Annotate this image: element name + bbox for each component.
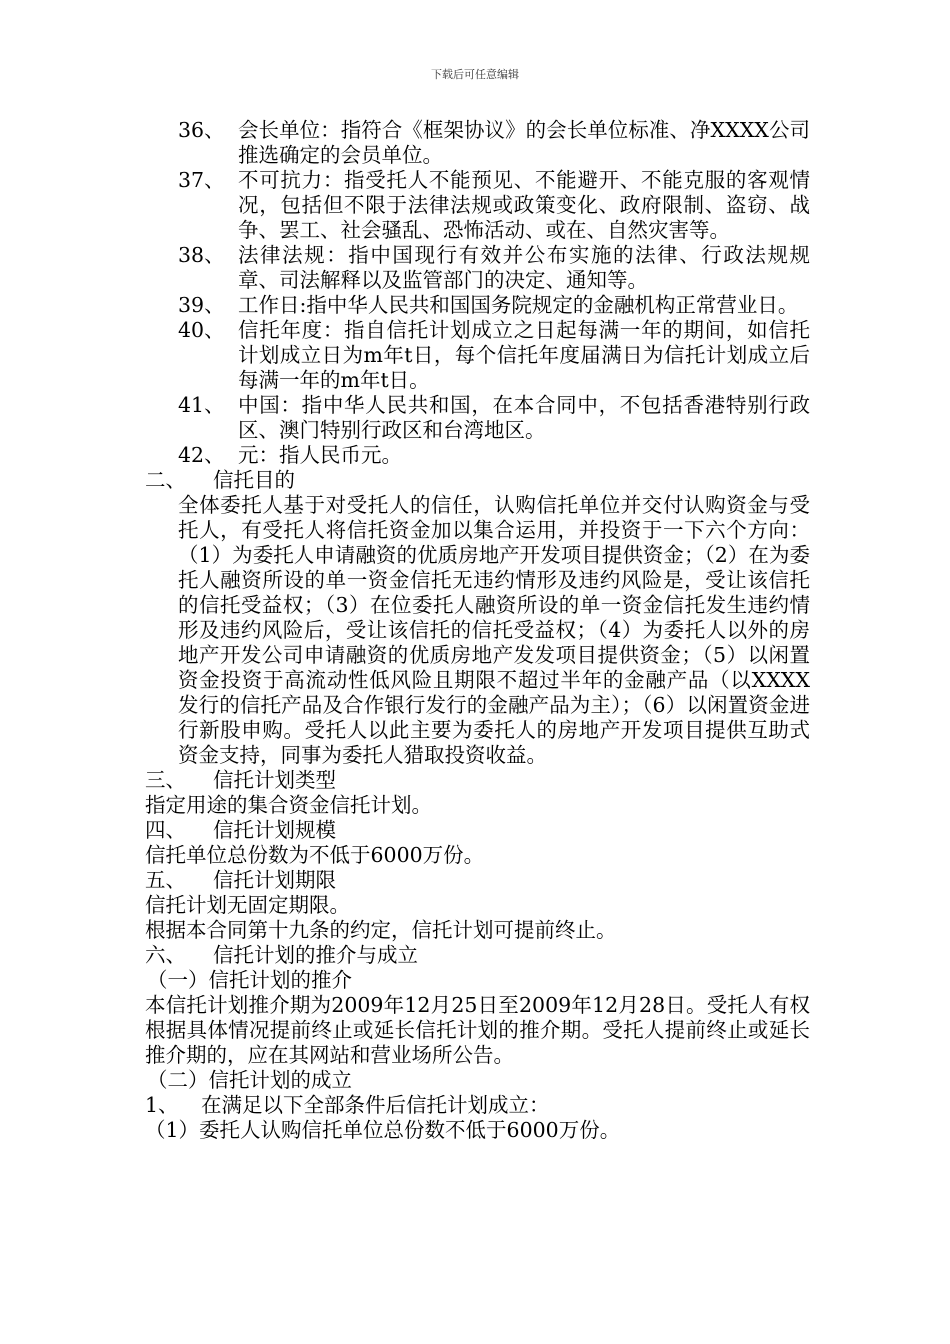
definition-number: 36、 <box>178 118 225 142</box>
section-heading-purpose <box>145 468 810 493</box>
definition-number: 42、 <box>178 443 225 467</box>
section-title: 信托计划类型 <box>213 768 336 792</box>
subsection-heading-promotion: （一）信托计划的推介 <box>147 968 352 992</box>
section-body-purpose: 全体委托人基于对受托人的信任，认购信托单位并交付认购资金与受托人，有受托人将信托资金加以集合运用，并投资于一下六个方向：（1）为委托人申请融资的优质房地产开发项目提供资金；（2）在为委托人融资所设的单一资金信托无违约情形及违约风险是，受让该信托的信托受益权；（3）在位委托人融资所设的单一资金信托发生违约情形及违约风险后，受让该信托的信托受益权；（4）为委托人以外的房地产开发公司申请融资的优质房地产发发项目提供资金；（5）以闲置资金投资于高流动性低风险且期限不超过半年的金融产品（以XXXX发行的信托产品及合作银行发行的金融产品为主）；（6）以闲置资金进行新股申购。受托人以此主要为委托人的房地产开发项目提供互助式资金支持，同事为委托人猎取投资收益。 <box>178 493 810 767</box>
section-body-term-2: 根据本合同第十九条的约定，信托计划可提前终止。 <box>145 918 617 942</box>
definition-42 <box>178 443 810 468</box>
definition-text: 工作日:指中华人民共和国国务院规定的金融机构正常营业日。 <box>238 293 799 317</box>
definition-text: 不可抗力：指受托人不能预见、不能避开、不能克服的客观情况，包括但不限于法律法规或政策变化、政府限制、盗窃、战争、罢工、社会骚乱、恐怖活动、或在、自然灾害等。 <box>238 168 810 242</box>
section-heading-scale <box>145 818 810 843</box>
condition-item: （1）委托人认购信托单位总份数不低于6000万份。 <box>145 1118 621 1142</box>
item-text: 在满足以下全部条件后信托计划成立： <box>201 1093 550 1117</box>
definition-36 <box>178 118 810 168</box>
definition-37 <box>178 168 810 243</box>
section-title: 信托计划的推介与成立 <box>213 943 418 967</box>
definition-number: 41、 <box>178 393 225 417</box>
subsection-body-promotion: 本信托计划推介期为2009年12月25日至2009年12月28日。受托人有权根据具体情况提前终止或延长信托计划的推介期。受托人提前终止或延长推介期的，应在其网站和营业场所公告。 <box>145 993 810 1067</box>
definition-number: 40、 <box>178 318 225 342</box>
subsection-heading-establishment: （二）信托计划的成立 <box>147 1068 352 1092</box>
document-body <box>145 118 810 1143</box>
definition-number: 37、 <box>178 168 225 192</box>
definition-text: 会长单位：指符合《框架协议》的会长单位标准、净XXXX公司推选确定的会员单位。 <box>238 118 810 167</box>
definition-text: 中国：指中华人民共和国，在本合同中，不包括香港特别行政区、澳门特别行政区和台湾地区。 <box>238 393 810 442</box>
section-number: 二、 <box>145 468 186 492</box>
section-heading-promotion <box>145 943 810 968</box>
definition-38 <box>178 243 810 293</box>
definition-number: 38、 <box>178 243 225 267</box>
section-number: 六、 <box>145 943 186 967</box>
section-number: 五、 <box>145 868 186 892</box>
section-heading-type <box>145 768 810 793</box>
item-number: 1、 <box>145 1093 179 1117</box>
definition-39 <box>178 293 810 318</box>
section-body-scale: 信托单位总份数为不低于6000万份。 <box>145 843 485 867</box>
section-body-term-1: 信托计划无固定期限。 <box>145 893 350 917</box>
definition-text: 法律法规：指中国现行有效并公布实施的法律、行政法规规章、司法解释以及监管部门的决定、通知等。 <box>238 243 810 292</box>
section-title: 信托目的 <box>213 468 295 492</box>
section-title: 信托计划规模 <box>213 818 336 842</box>
definition-41 <box>178 393 810 443</box>
list-item <box>145 1093 810 1118</box>
definition-40 <box>178 318 810 393</box>
definition-text: 信托年度：指自信托计划成立之日起每满一年的期间，如信托计划成立日为m年t日，每个信托年度届满日为信托计划成立后每满一年的m年t日。 <box>238 318 810 392</box>
section-number: 四、 <box>145 818 186 842</box>
section-title: 信托计划期限 <box>213 868 336 892</box>
section-heading-term <box>145 868 810 893</box>
definition-text: 元：指人民币元。 <box>238 443 402 467</box>
definition-number: 39、 <box>178 293 225 317</box>
section-body-type: 指定用途的集合资金信托计划。 <box>145 793 432 817</box>
section-number: 三、 <box>145 768 186 792</box>
page-header: 下载后可任意编辑 <box>431 68 519 81</box>
